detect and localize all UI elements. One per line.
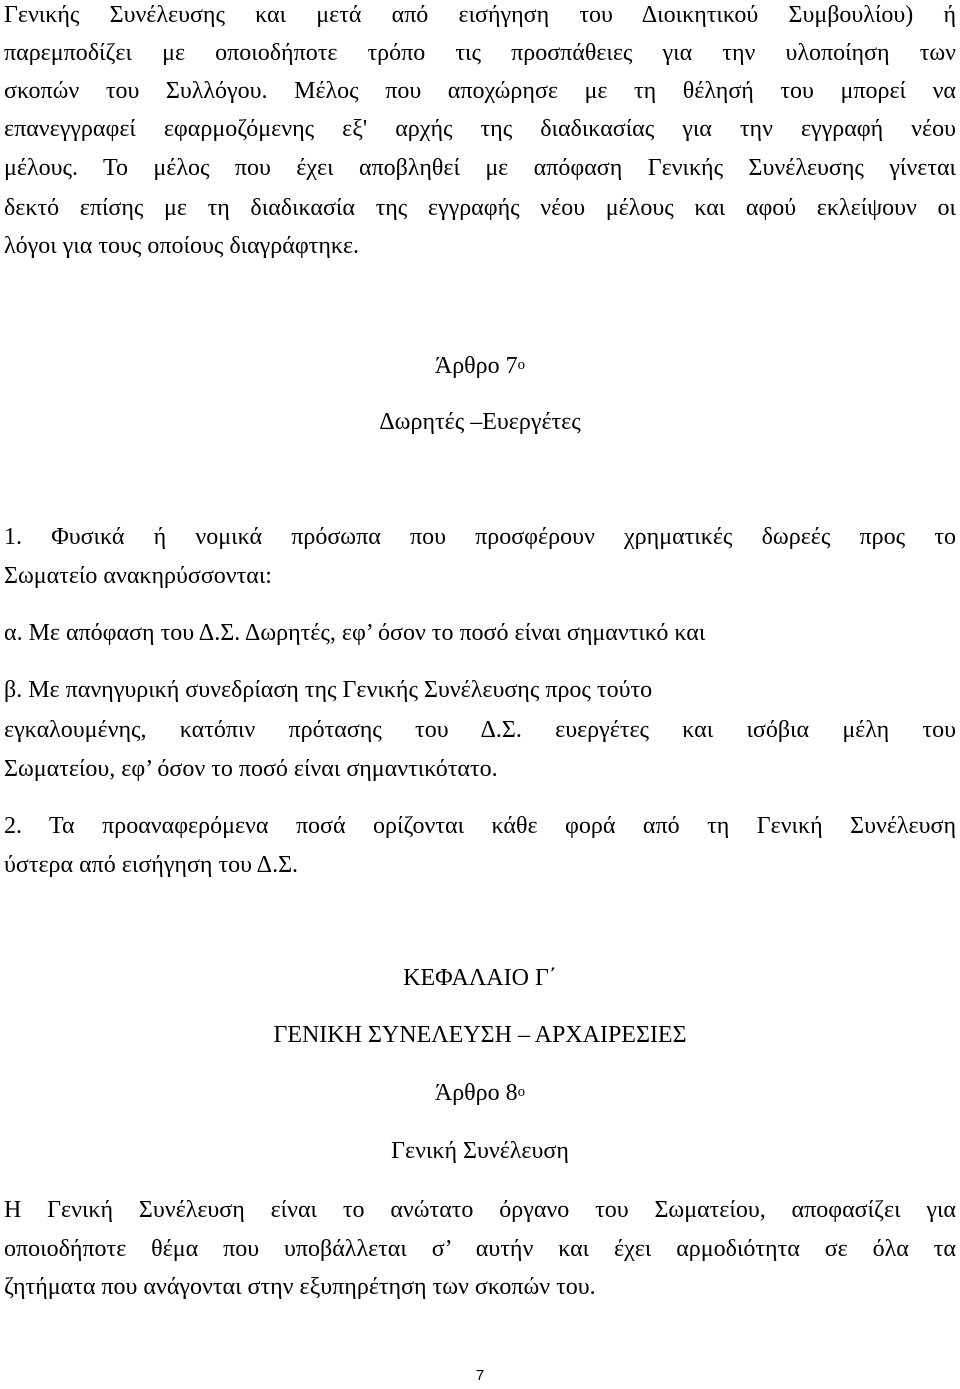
article-7-title: Δωρητές –Ευεργέτες bbox=[379, 409, 581, 435]
article-7-item-2-line-2: ύστερα από εισήγηση του Δ.Σ. bbox=[4, 852, 299, 878]
intro-line-1: Γενικής Συνέλευσης και μετά από εισήγηση του Διοικητικού Συμβουλίου) ή bbox=[4, 2, 956, 28]
chapter-label: ΚΕΦΑΛΑΙΟ Γ΄ bbox=[403, 965, 557, 991]
page-number: 7 bbox=[475, 1367, 485, 1384]
article-8-heading-text: Άρθρο 8 bbox=[434, 1080, 518, 1106]
article-8-body-line-3: ζητήματα που ανάγονται στην εξυπηρέτηση των σκοπών του. bbox=[4, 1274, 596, 1300]
intro-line-4: επανεγγραφεί εφαρμοζόμενης εξ' αρχής της διαδικασίας για την εγγραφή νέου bbox=[4, 116, 956, 142]
article-8-body-line-1: Η Γενική Συνέλευση είναι το ανώτατο όργανο του Σωματείου, αποφασίζει για bbox=[4, 1197, 956, 1223]
article-7-heading bbox=[0, 347, 960, 388]
article-8-heading bbox=[0, 1074, 960, 1115]
article-7-item-b-line-3: Σωματείου, εφ’ όσον το ποσό είναι σημαντικότατο. bbox=[4, 756, 498, 782]
article-7-item-a: α. Με απόφαση του Δ.Σ. Δωρητές, εφ’ όσον το ποσό είναι σημαντικό και bbox=[4, 620, 706, 646]
intro-line-7: λόγοι για τους οποίους διαγράφτηκε. bbox=[4, 233, 360, 259]
article-7-item-2-line-1: 2. Τα προαναφερόμενα ποσά ορίζονται κάθε φορά από τη Γενική Συνέλευση bbox=[4, 813, 956, 839]
article-8-body-line-2: οποιοδήποτε θέμα που υποβάλλεται σ’ αυτήν και έχει αρμοδιότητα σε όλα τα bbox=[4, 1236, 956, 1262]
intro-line-3: σκοπών του Συλλόγου. Μέλος που αποχώρησε με τη θέλησή του μπορεί να bbox=[4, 78, 956, 104]
article-7-heading-text: Άρθρο 7 bbox=[434, 353, 518, 379]
intro-line-6: δεκτό επίσης με τη διαδικασία της εγγραφής νέου μέλους και αφού εκλείψουν οι bbox=[4, 195, 956, 221]
article-7-item-b-line-2: εγκαλουμένης, κατόπιν πρότασης του Δ.Σ. ευεργέτες και ισόβια μέλη του bbox=[4, 717, 956, 743]
article-8-title: Γενική Συνέλευση bbox=[391, 1138, 569, 1164]
intro-line-5: μέλους. Το μέλος που έχει αποβληθεί με απόφαση Γενικής Συνέλευσης γίνεται bbox=[4, 155, 956, 181]
intro-line-2: παρεμποδίζει με οποιοδήποτε τρόπο τις προσπάθειες για την υλοποίηση των bbox=[4, 40, 956, 66]
article-8-heading-sup: ο bbox=[517, 1084, 526, 1100]
article-7-item-1-line-1: 1. Φυσικά ή νομικά πρόσωπα που προσφέρουν χρηματικές δωρεές προς το bbox=[4, 524, 956, 550]
article-7-heading-sup: ο bbox=[517, 357, 526, 373]
chapter-title: ΓΕΝΙΚΗ ΣΥΝΕΛΕΥΣΗ – ΑΡΧΑΙΡΕΣΙΕΣ bbox=[273, 1022, 687, 1048]
article-7-item-b-line-1: β. Με πανηγυρική συνεδρίαση της Γενικής Συνέλευσης προς τούτο bbox=[4, 677, 653, 703]
article-7-item-1-line-2: Σωματείο ανακηρύσσονται: bbox=[4, 563, 272, 589]
